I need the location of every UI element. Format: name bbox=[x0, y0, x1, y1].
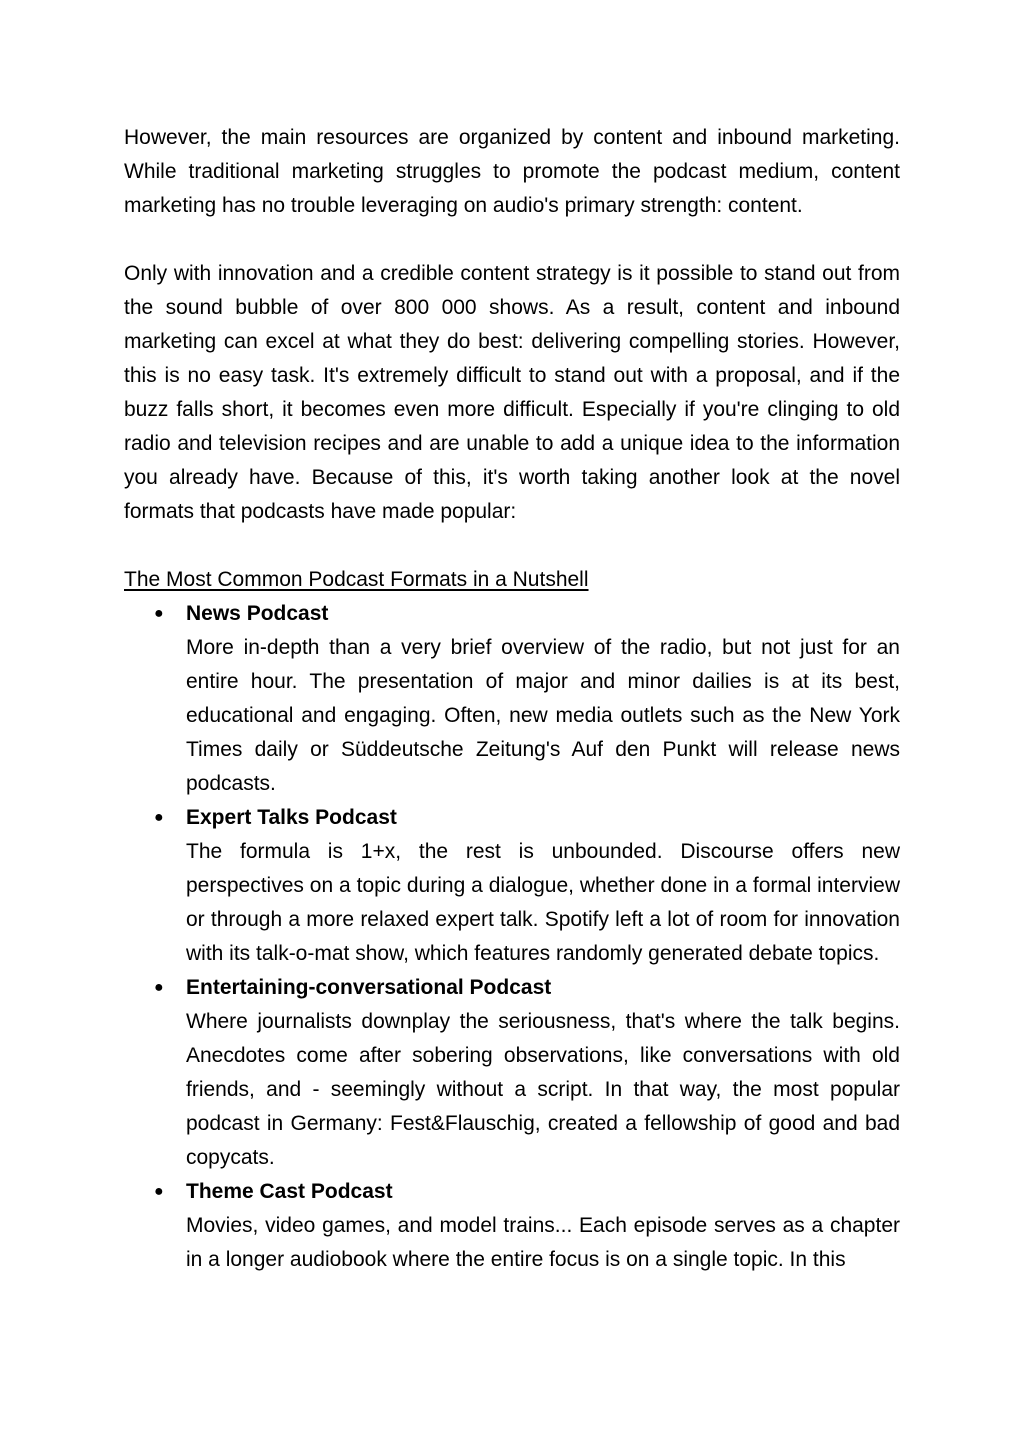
intro-paragraph: However, the main resources are organized by content and inbound marketing. While traditional marketing struggles to promote the podcast medium, content marketing has no trouble leveraging on audio's primary strength: content. bbox=[124, 126, 900, 217]
bullet-icon: ● bbox=[154, 809, 164, 826]
format-title: Expert Talks Podcast bbox=[186, 806, 397, 829]
document-page bbox=[124, 121, 900, 1277]
bullet-icon: ● bbox=[154, 605, 164, 622]
format-description: The formula is 1+x, the rest is unbounded. Discourse offers new perspectives on a topic during a dialogue, whether done in a formal interview or through a more relaxed expert talk. Spotify left a lot of room for innovation with its talk-o-mat show, which features randomly generated debate topics. bbox=[186, 840, 900, 965]
format-title: News Podcast bbox=[186, 602, 329, 625]
list-item-entertaining-conversational-podcast bbox=[124, 971, 900, 1175]
format-title: Theme Cast Podcast bbox=[186, 1180, 393, 1203]
list-item-theme-cast-podcast bbox=[124, 1175, 900, 1277]
format-description: Movies, video games, and model trains... Each episode serves as a chapter in a longer audiobook where the entire focus is on a single topic. In this bbox=[186, 1214, 900, 1271]
format-description: More in-depth than a very brief overview of the radio, but not just for an entire hour. The presentation of major and minor dailies is at its best, educational and engaging. Often, new media outlets such as the New York Times daily or Süddeutsche Zeitung's Auf den Punkt will release news podcasts. bbox=[186, 636, 900, 795]
list-item-news-podcast bbox=[124, 597, 900, 801]
bullet-icon: ● bbox=[154, 1183, 164, 1200]
bullet-icon: ● bbox=[154, 979, 164, 996]
section-heading: The Most Common Podcast Formats in a Nutshell bbox=[124, 568, 589, 591]
list-item-expert-talks-podcast bbox=[124, 801, 900, 971]
podcast-format-list bbox=[124, 597, 900, 1277]
format-description: Where journalists downplay the seriousness, that's where the talk begins. Anecdotes come after sobering observations, like conversations with old friends, and - seemingly without a script. In that way, the most popular podcast in Germany: Fest&Flauschig, created a fellowship of good and bad copycats. bbox=[186, 1010, 900, 1169]
strategy-paragraph: Only with innovation and a credible content strategy is it possible to stand out from the sound bubble of over 800 000 shows. As a result, content and inbound marketing can excel at what they do best: delivering compelling stories. However, this is no easy task. It's extremely difficult to stand out with a proposal, and if the buzz falls short, it becomes even more difficult. Especially if you're clinging to old radio and television recipes and are unable to add a unique idea to the information you already have. Because of this, it's worth taking another look at the novel formats that podcasts have made popular: bbox=[124, 262, 900, 523]
format-title: Entertaining-conversational Podcast bbox=[186, 976, 552, 999]
